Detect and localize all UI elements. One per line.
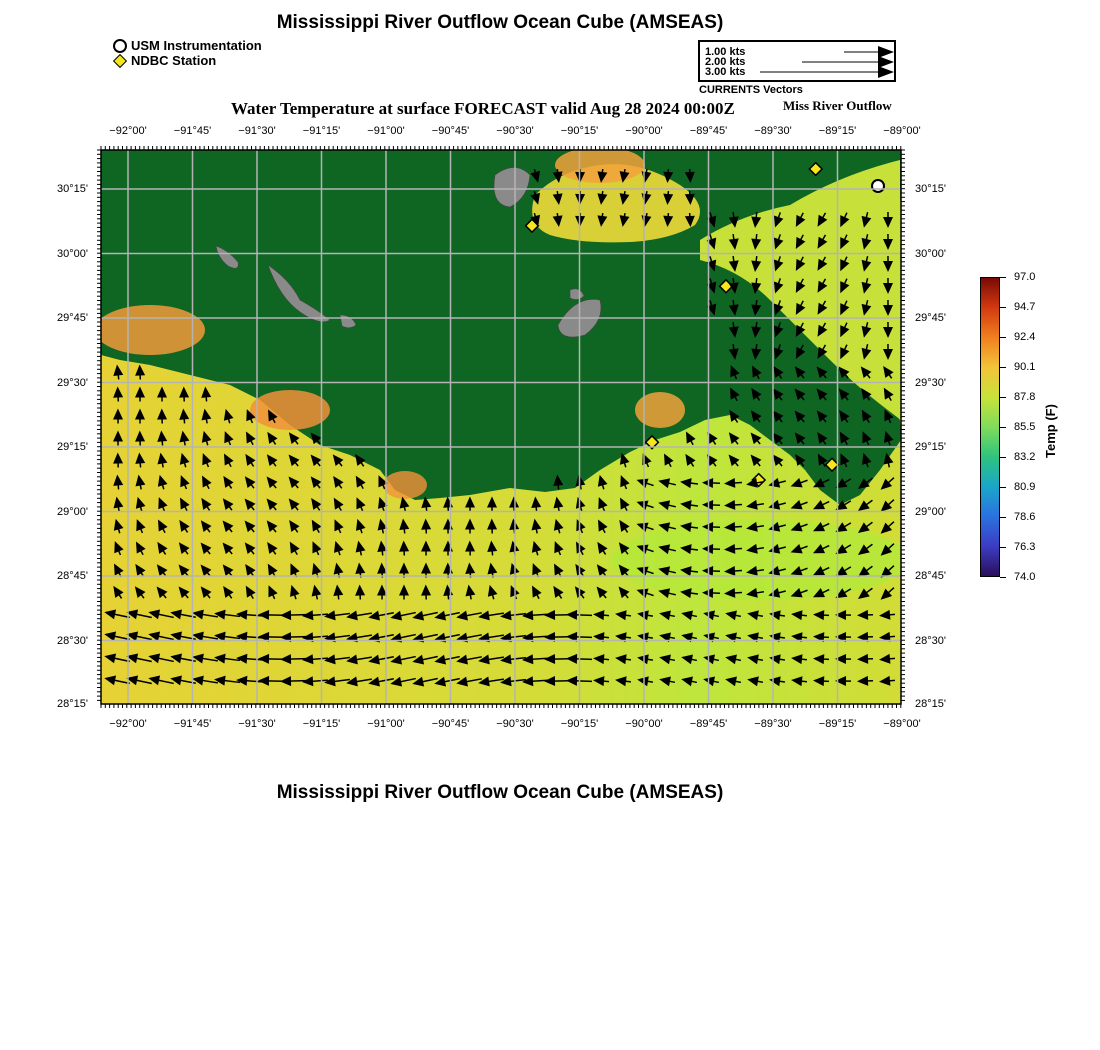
- colorbar-tick-label: 90.1: [1014, 361, 1036, 373]
- vector-caption: CURRENTS Vectors: [699, 84, 803, 96]
- cool-plume: [610, 520, 910, 600]
- lon-tick-label: −89°30': [754, 718, 792, 730]
- lat-tick-label: 29°45': [57, 312, 88, 324]
- usm-station-marker: [872, 180, 884, 192]
- colorbar-tick-mark: [1000, 397, 1006, 398]
- colorbar-tick-mark: [1000, 277, 1006, 278]
- lon-tick-label: −91°30': [238, 125, 276, 137]
- colorbar-tick-label: 92.4: [1014, 331, 1036, 343]
- lon-tick-label: −92°00': [109, 125, 147, 137]
- colorbar-tick-label: 78.6: [1014, 511, 1036, 523]
- lat-tick-label: 29°30': [57, 376, 88, 389]
- bottom-title: Mississippi River Outflow Ocean Cube (AMSEAS): [276, 782, 724, 803]
- vector-row-1: 1.00 kts: [705, 46, 746, 58]
- lat-tick-label: 28°30': [57, 634, 88, 647]
- lat-tick-label: 28°45': [57, 570, 88, 582]
- lat-tick-label: 28°15': [915, 698, 946, 710]
- colorbar-tick-mark: [1000, 427, 1006, 428]
- lat-tick-label: 29°30': [915, 376, 946, 389]
- lon-tick-label: −89°15': [818, 718, 857, 730]
- main-title: Mississippi River Outflow Ocean Cube (AMSEAS): [276, 12, 724, 33]
- colorbar-tick-label: 94.7: [1014, 301, 1036, 313]
- lon-tick-label: −91°00': [367, 125, 405, 137]
- lon-tick-label: −90°30': [496, 718, 534, 730]
- lon-tick-label: −90°00': [625, 125, 663, 137]
- lat-tick-label: 29°45': [915, 312, 946, 324]
- colorbar-tick-label: 74.0: [1014, 571, 1036, 583]
- legend-ndbc-label: NDBC Station: [131, 53, 217, 68]
- lon-tick-label: −90°45': [431, 718, 470, 730]
- colorbar-tick-label: 83.2: [1014, 451, 1036, 463]
- lon-tick-label: −89°00': [883, 125, 921, 137]
- colorbar-tick-mark: [1000, 367, 1006, 368]
- lon-tick-label: −92°00': [109, 718, 147, 730]
- lat-tick-label: 28°45': [915, 570, 946, 582]
- colorbar-tick-mark: [1000, 337, 1006, 338]
- lat-tick-label: 30°15': [915, 183, 946, 195]
- region-label: Miss River Outflow: [783, 98, 892, 113]
- vector-row-3: 3.00 kts: [705, 66, 746, 78]
- lat-tick-label: 30°00': [915, 247, 946, 260]
- colorbar-tick-mark: [1000, 487, 1006, 488]
- colorbar-tick-mark: [1000, 577, 1006, 578]
- lon-tick-label: −90°00': [625, 718, 663, 730]
- colorbar-tick-mark: [1000, 457, 1006, 458]
- lat-tick-label: 29°15': [57, 441, 88, 453]
- lat-tick-label: 29°00': [57, 505, 88, 518]
- lat-tick-label: 30°00': [57, 247, 88, 260]
- temperature-colorbar: [980, 277, 1000, 577]
- colorbar-tick-label: 97.0: [1014, 271, 1036, 283]
- colorbar-tick-label: 76.3: [1014, 541, 1036, 553]
- lon-tick-label: −91°45': [173, 718, 212, 730]
- lat-tick-label: 29°00': [915, 505, 946, 518]
- lon-tick-label: −90°15': [560, 125, 599, 137]
- lon-tick-label: −89°15': [818, 125, 857, 137]
- colorbar-tick-mark: [1000, 547, 1006, 548]
- lon-tick-label: −89°00': [883, 718, 921, 730]
- lat-tick-label: 28°30': [915, 634, 946, 647]
- lat-tick-label: 29°15': [915, 441, 946, 453]
- lon-tick-label: −90°15': [560, 718, 599, 730]
- lon-tick-label: −89°45': [689, 718, 728, 730]
- colorbar-tick-label: 85.5: [1014, 421, 1036, 433]
- lon-tick-label: −91°15': [302, 718, 341, 730]
- lon-tick-label: −89°45': [689, 125, 728, 137]
- colorbar-tick-mark: [1000, 517, 1006, 518]
- lat-tick-label: 30°15': [57, 183, 88, 195]
- lon-tick-label: −90°30': [496, 125, 534, 137]
- vector-row-2: 2.00 kts: [705, 56, 746, 68]
- lon-tick-label: −91°00': [367, 718, 405, 730]
- colorbar-tick-label: 87.8: [1014, 391, 1036, 403]
- colorbar-tick-mark: [1000, 307, 1006, 308]
- lon-tick-label: −90°45': [431, 125, 470, 137]
- lon-tick-label: −91°45': [173, 125, 212, 137]
- lon-tick-label: −91°15': [302, 125, 341, 137]
- colorbar-gradient: [980, 277, 1000, 577]
- lon-tick-label: −89°30': [754, 125, 792, 137]
- colorbar-tick-label: 80.9: [1014, 481, 1036, 493]
- colorbar-label: Temp (F): [1043, 404, 1058, 458]
- legend-usm-label: USM Instrumentation: [131, 38, 262, 53]
- lat-tick-label: 28°15': [57, 698, 88, 710]
- lon-tick-label: −91°30': [238, 718, 276, 730]
- map-subtitle: Water Temperature at surface FORECAST valid Aug 28 2024 00:00Z: [231, 99, 735, 118]
